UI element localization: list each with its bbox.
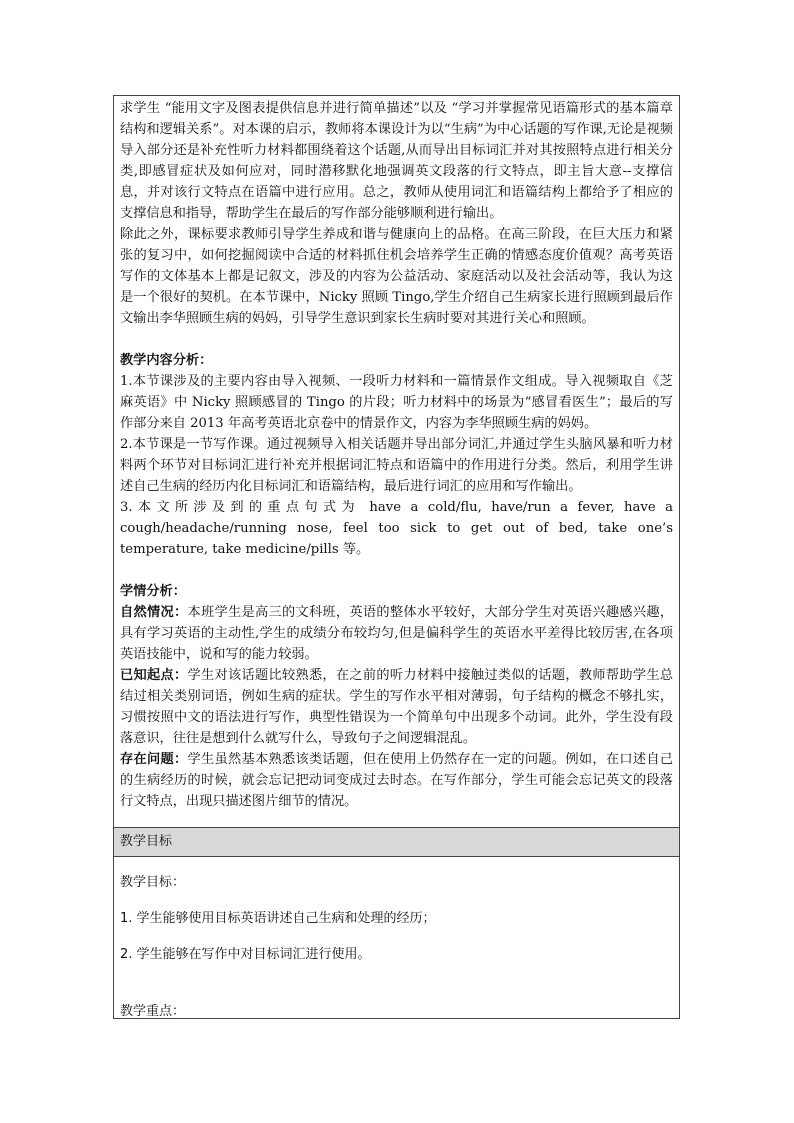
key-points-label: 教学重点： <box>120 1004 186 1019</box>
intro-paragraph-2: 除此之外，课标要求教师引导学生养成和谐与健康向上的品格。在高三阶段，在巨大压力和紧张的复习中，如何挖掘阅读中合适的材料抓住机会培养学生正确的情感态度价值观？高考英语写作的文体基本上都是记叙文，涉及的内容为公益活动、家庭活动以及社会活动等，我认为这是一个很好的契机。在本节课中，Nicky 照顾 Tingo,学生介绍自己生病家长进行照顾到最后作文输出李华照顾生病的妈妈，引导学生意识到家长生病时要对其进行关心和照顾。 <box>120 227 673 326</box>
student-analysis-item <box>120 749 673 812</box>
student-analysis-label: 存在问题： <box>120 752 188 767</box>
content-analysis-item-2: 2.本节课是一节写作课。通过视频导入相关话题并导出部分词汇,并通过学生头脑风暴和听力材料两个环节对目标词汇进行补充并根据词汇特点和语篇中的作用进行分类。然后，利用学生讲述自己生病的经历内化目标词汇和语篇结构，最后进行词汇的应用和写作输出。 <box>120 437 673 494</box>
student-analysis-text: 学生对该话题比较熟悉，在之前的听力材料中接触过类似的话题，教师帮助学生总结过相关类别词语，例如生病的症状。学生的写作水平相对薄弱，句子结构的概念不够扎实，习惯按照中文的语法进行写作，典型性错误为一个简单句中出现多个动词。此外，学生没有段落意识，往往是想到什么就写什么，导致句子之间逻辑混乱。 <box>120 668 674 746</box>
student-analysis-text: 本班学生是高三的文科班，英语的整体水平较好，大部分学生对英语兴趣感兴趣，具有学习英语的主动性,学生的成绩分布较均匀,但是偏科学生的英语水平差得比较厉害,在各项英语技能中，说和写的能力较弱。 <box>120 605 674 662</box>
student-analysis-text: 学生虽然基本熟悉该类话题，但在使用上仍然存在一定的问题。例如，在口述自己的生病经历的时候，就会忘记把动词变成过去时态。在写作部分，学生可能会忘记英文的段落行文特点，出现只描述图片细节的情况。 <box>120 752 674 809</box>
student-analysis-item <box>120 602 673 665</box>
content-analysis-item-1: 1.本节课涉及的主要内容由导入视频、一段听力材料和一篇情景作文组成。导入视频取自《芝麻英语》中 Nicky 照顾感冒的 Tingo 的片段；听力材料中的场景为“感冒看医生”；最后的写作部分来自 2013 年高考英语北京卷中的情景作文，内容为李华照顾生病的妈妈。 <box>120 374 673 431</box>
student-analysis-label: 已知起点： <box>120 668 188 683</box>
objectives-title: 教学目标： <box>120 875 186 890</box>
content-analysis-item-3: 3.本文所涉及到的重点句式为 have a cold/flu, have/run a fever, have a cough/headache/running nose, feel too sick to get out of bed, take one’s temperature, take medicine/pills 等。 <box>120 500 673 557</box>
lesson-plan-table <box>113 95 680 1019</box>
intro-paragraph-1: 求学生 “能用文字及图表提供信息并进行简单描述”以及 “学习并掌握常见语篇形式的基本篇章结构和逻辑关系”。对本课的启示，教师将本课设计为以“生病”为中心话题的写作课,无论是视频导入部分还是补充性听力材料都围绕着这个话题,从而导出目标词汇并对其按照特点进行相关分类,即感冒症状及如何应对，同时潜移默化地强调英文段落的行文特点，即主旨大意--支撑信息，并对该行文特点在语篇中进行应用。总之，教师从使用词汇和语篇结构上都给予了相应的支撑信息和指导，帮助学生在最后的写作部分能够顺利进行输出。 <box>120 101 673 221</box>
objectives-cell <box>114 857 679 1018</box>
objectives-header-bar: 教学目标 <box>114 827 679 857</box>
student-analysis-item <box>120 665 673 749</box>
objective-item-2: 2. 学生能够在写作中对目标词汇进行使用。 <box>120 947 371 962</box>
analysis-cell <box>114 96 679 827</box>
student-analysis-heading: 学情分析： <box>120 584 186 599</box>
student-analysis-label: 自然情况： <box>120 605 188 620</box>
content-analysis-heading: 教学内容分析： <box>120 353 213 368</box>
objective-item-1: 1. 学生能够使用目标英语讲述自己生病和处理的经历； <box>120 911 436 926</box>
